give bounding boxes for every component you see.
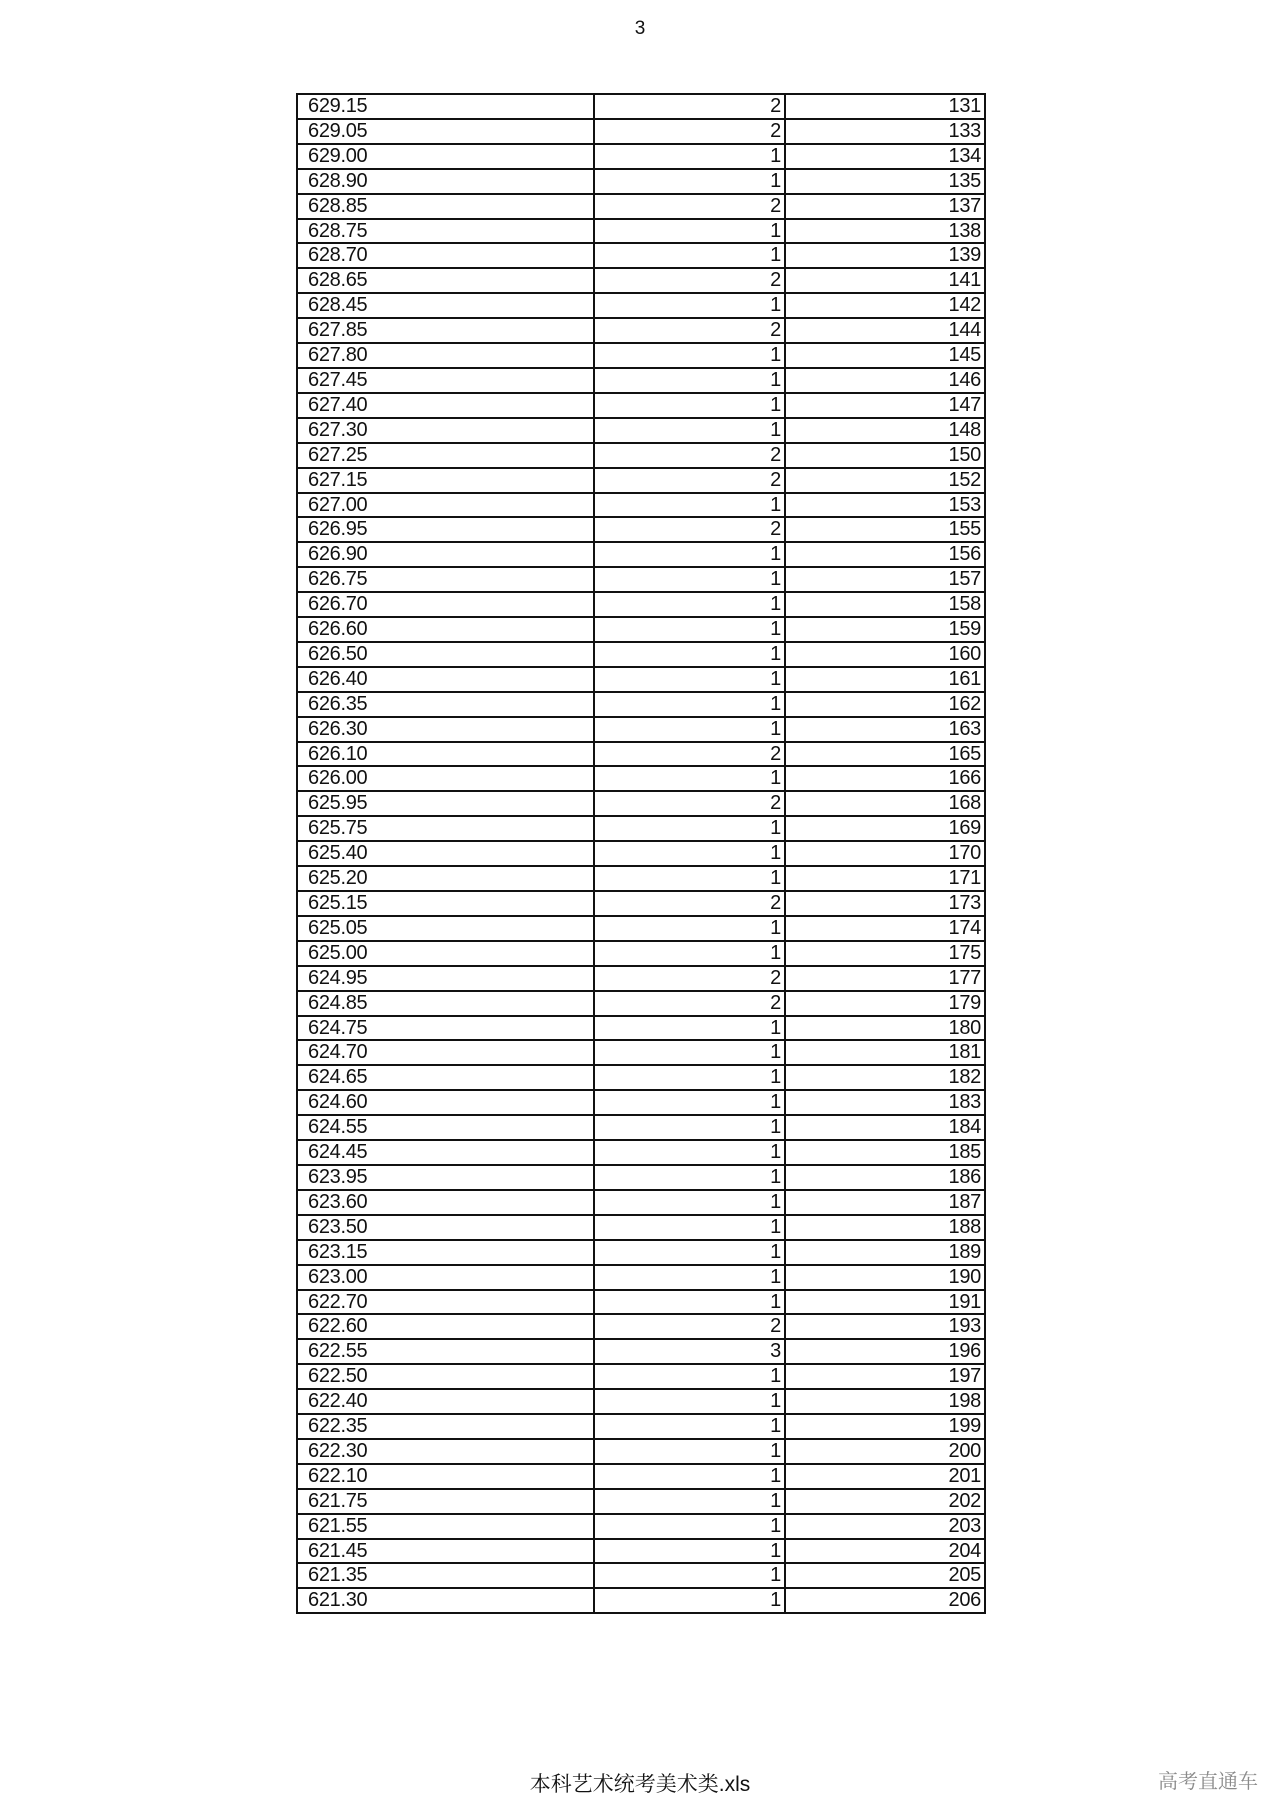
count-cell: 2 (594, 1314, 785, 1339)
cumulative-cell: 146 (785, 368, 985, 393)
count-cell: 1 (594, 617, 785, 642)
table-row (297, 941, 985, 966)
score-cell: 627.30 (297, 418, 594, 443)
table-row (297, 1489, 985, 1514)
score-cell: 626.70 (297, 592, 594, 617)
score-cell: 629.15 (297, 94, 594, 119)
count-cell: 1 (594, 1165, 785, 1190)
count-cell: 1 (594, 1040, 785, 1065)
cumulative-cell: 206 (785, 1588, 985, 1613)
cumulative-cell: 147 (785, 393, 985, 418)
cumulative-cell: 166 (785, 766, 985, 791)
cumulative-cell: 190 (785, 1265, 985, 1290)
count-cell: 1 (594, 1090, 785, 1115)
count-cell: 2 (594, 194, 785, 219)
score-cell: 622.30 (297, 1439, 594, 1464)
cumulative-cell: 174 (785, 916, 985, 941)
cumulative-cell: 133 (785, 119, 985, 144)
cumulative-cell: 198 (785, 1389, 985, 1414)
cumulative-cell: 201 (785, 1464, 985, 1489)
table-row (297, 194, 985, 219)
score-cell: 628.70 (297, 243, 594, 268)
score-cell: 626.30 (297, 717, 594, 742)
table-row (297, 1464, 985, 1489)
cumulative-cell: 150 (785, 443, 985, 468)
score-cell: 627.40 (297, 393, 594, 418)
table-row (297, 493, 985, 518)
table-row (297, 1165, 985, 1190)
cumulative-cell: 158 (785, 592, 985, 617)
cumulative-cell: 175 (785, 941, 985, 966)
table-row (297, 144, 985, 169)
table-row (297, 841, 985, 866)
count-cell: 1 (594, 1240, 785, 1265)
count-cell: 2 (594, 991, 785, 1016)
table-row (297, 692, 985, 717)
table-row (297, 1364, 985, 1389)
cumulative-cell: 163 (785, 717, 985, 742)
count-cell: 2 (594, 119, 785, 144)
table-row (297, 318, 985, 343)
cumulative-cell: 153 (785, 493, 985, 518)
score-cell: 624.60 (297, 1090, 594, 1115)
cumulative-cell: 184 (785, 1115, 985, 1140)
score-cell: 628.85 (297, 194, 594, 219)
count-cell: 2 (594, 443, 785, 468)
table-row (297, 443, 985, 468)
count-cell: 1 (594, 1115, 785, 1140)
table-row (297, 1514, 985, 1539)
score-cell: 622.35 (297, 1414, 594, 1439)
count-cell: 1 (594, 667, 785, 692)
table-row (297, 1290, 985, 1315)
table-row (297, 567, 985, 592)
footer-filename: 本科艺术统考美术类.xls (529, 1773, 751, 1796)
table-row (297, 1339, 985, 1364)
cumulative-cell: 193 (785, 1314, 985, 1339)
count-cell: 1 (594, 368, 785, 393)
table-row (297, 766, 985, 791)
cumulative-cell: 168 (785, 791, 985, 816)
score-cell: 628.65 (297, 268, 594, 293)
count-cell: 1 (594, 766, 785, 791)
table-row (297, 517, 985, 542)
count-cell: 2 (594, 94, 785, 119)
table-row (297, 1265, 985, 1290)
cumulative-cell: 160 (785, 642, 985, 667)
count-cell: 2 (594, 517, 785, 542)
score-cell: 624.85 (297, 991, 594, 1016)
table-row (297, 891, 985, 916)
score-cell: 626.40 (297, 667, 594, 692)
cumulative-cell: 135 (785, 169, 985, 194)
table-row (297, 816, 985, 841)
count-cell: 1 (594, 144, 785, 169)
page-number: 3 (634, 18, 646, 39)
count-cell: 1 (594, 343, 785, 368)
cumulative-cell: 171 (785, 866, 985, 891)
cumulative-cell: 204 (785, 1539, 985, 1564)
score-cell: 627.15 (297, 468, 594, 493)
table-row (297, 542, 985, 567)
cumulative-cell: 157 (785, 567, 985, 592)
cumulative-cell: 196 (785, 1339, 985, 1364)
table-row (297, 1240, 985, 1265)
table-row (297, 219, 985, 244)
count-cell: 1 (594, 293, 785, 318)
table-row (297, 742, 985, 767)
cumulative-cell: 188 (785, 1215, 985, 1240)
count-cell: 1 (594, 1414, 785, 1439)
table-row (297, 468, 985, 493)
score-cell: 625.20 (297, 866, 594, 891)
count-cell: 1 (594, 1563, 785, 1588)
table-row (297, 418, 985, 443)
score-cell: 629.00 (297, 144, 594, 169)
count-cell: 2 (594, 966, 785, 991)
score-cell: 623.15 (297, 1240, 594, 1265)
table-row (297, 119, 985, 144)
score-cell: 628.45 (297, 293, 594, 318)
count-cell: 1 (594, 941, 785, 966)
cumulative-cell: 156 (785, 542, 985, 567)
cumulative-cell: 191 (785, 1290, 985, 1315)
table-row (297, 1439, 985, 1464)
count-cell: 1 (594, 1439, 785, 1464)
cumulative-cell: 165 (785, 742, 985, 767)
cumulative-cell: 161 (785, 667, 985, 692)
table-row (297, 1090, 985, 1115)
cumulative-cell: 159 (785, 617, 985, 642)
cumulative-cell: 205 (785, 1563, 985, 1588)
score-cell: 622.55 (297, 1339, 594, 1364)
count-cell: 1 (594, 692, 785, 717)
score-cell: 626.75 (297, 567, 594, 592)
cumulative-cell: 141 (785, 268, 985, 293)
count-cell: 1 (594, 542, 785, 567)
score-cell: 622.70 (297, 1290, 594, 1315)
score-cell: 626.10 (297, 742, 594, 767)
count-cell: 1 (594, 592, 785, 617)
count-cell: 1 (594, 1016, 785, 1041)
table-row (297, 1115, 985, 1140)
count-cell: 1 (594, 816, 785, 841)
score-cell: 625.75 (297, 816, 594, 841)
table-row (297, 393, 985, 418)
score-cell: 624.45 (297, 1140, 594, 1165)
score-cell: 625.95 (297, 791, 594, 816)
score-cell: 622.40 (297, 1389, 594, 1414)
table-row (297, 592, 985, 617)
count-cell: 1 (594, 567, 785, 592)
table-row (297, 642, 985, 667)
cumulative-cell: 189 (785, 1240, 985, 1265)
cumulative-cell: 137 (785, 194, 985, 219)
count-cell: 1 (594, 1389, 785, 1414)
count-cell: 1 (594, 1215, 785, 1240)
score-cell: 625.00 (297, 941, 594, 966)
score-cell: 627.85 (297, 318, 594, 343)
table-row (297, 343, 985, 368)
cumulative-cell: 173 (785, 891, 985, 916)
table-row (297, 991, 985, 1016)
cumulative-cell: 177 (785, 966, 985, 991)
cumulative-cell: 169 (785, 816, 985, 841)
table-row (297, 1588, 985, 1613)
table-row (297, 916, 985, 941)
count-cell: 1 (594, 1464, 785, 1489)
table-row (297, 717, 985, 742)
table-row (297, 293, 985, 318)
count-cell: 2 (594, 742, 785, 767)
score-cell: 628.75 (297, 219, 594, 244)
count-cell: 1 (594, 219, 785, 244)
count-cell: 2 (594, 791, 785, 816)
table-row (297, 1040, 985, 1065)
cumulative-cell: 139 (785, 243, 985, 268)
cumulative-cell: 134 (785, 144, 985, 169)
cumulative-cell: 183 (785, 1090, 985, 1115)
score-table (296, 93, 986, 1614)
count-cell: 1 (594, 866, 785, 891)
table-row (297, 966, 985, 991)
table-row (297, 1215, 985, 1240)
table-row (297, 617, 985, 642)
table-row (297, 667, 985, 692)
cumulative-cell: 152 (785, 468, 985, 493)
score-cell: 627.45 (297, 368, 594, 393)
score-cell: 624.55 (297, 1115, 594, 1140)
score-cell: 622.50 (297, 1364, 594, 1389)
table-row (297, 1414, 985, 1439)
cumulative-cell: 142 (785, 293, 985, 318)
count-cell: 1 (594, 1265, 785, 1290)
table-row (297, 243, 985, 268)
count-cell: 2 (594, 268, 785, 293)
table-row (297, 1065, 985, 1090)
count-cell: 1 (594, 1190, 785, 1215)
score-cell: 621.75 (297, 1489, 594, 1514)
count-cell: 2 (594, 468, 785, 493)
count-cell: 3 (594, 1339, 785, 1364)
score-cell: 626.95 (297, 517, 594, 542)
count-cell: 1 (594, 1588, 785, 1613)
cumulative-cell: 181 (785, 1040, 985, 1065)
score-cell: 626.00 (297, 766, 594, 791)
table-row (297, 1389, 985, 1414)
score-cell: 625.40 (297, 841, 594, 866)
score-cell: 626.50 (297, 642, 594, 667)
score-cell: 625.15 (297, 891, 594, 916)
score-cell: 625.05 (297, 916, 594, 941)
count-cell: 1 (594, 1290, 785, 1315)
cumulative-cell: 131 (785, 94, 985, 119)
cumulative-cell: 199 (785, 1414, 985, 1439)
score-cell: 627.80 (297, 343, 594, 368)
score-cell: 623.50 (297, 1215, 594, 1240)
count-cell: 1 (594, 169, 785, 194)
score-cell: 623.95 (297, 1165, 594, 1190)
cumulative-cell: 197 (785, 1364, 985, 1389)
table-row (297, 94, 985, 119)
table-row (297, 1314, 985, 1339)
count-cell: 1 (594, 393, 785, 418)
table-body (297, 94, 985, 1613)
score-cell: 622.60 (297, 1314, 594, 1339)
table-row (297, 169, 985, 194)
cumulative-cell: 179 (785, 991, 985, 1016)
cumulative-cell: 155 (785, 517, 985, 542)
score-cell: 623.00 (297, 1265, 594, 1290)
score-cell: 624.75 (297, 1016, 594, 1041)
count-cell: 1 (594, 1539, 785, 1564)
cumulative-cell: 180 (785, 1016, 985, 1041)
table-row (297, 1140, 985, 1165)
watermark: 高考直通车 (1158, 1771, 1258, 1793)
table-row (297, 1563, 985, 1588)
score-cell: 624.65 (297, 1065, 594, 1090)
cumulative-cell: 185 (785, 1140, 985, 1165)
cumulative-cell: 138 (785, 219, 985, 244)
count-cell: 1 (594, 1140, 785, 1165)
score-cell: 621.45 (297, 1539, 594, 1564)
table-row (297, 1016, 985, 1041)
cumulative-cell: 200 (785, 1439, 985, 1464)
count-cell: 1 (594, 642, 785, 667)
score-cell: 626.35 (297, 692, 594, 717)
table-row (297, 268, 985, 293)
cumulative-cell: 144 (785, 318, 985, 343)
count-cell: 1 (594, 1489, 785, 1514)
cumulative-cell: 202 (785, 1489, 985, 1514)
count-cell: 1 (594, 243, 785, 268)
cumulative-cell: 162 (785, 692, 985, 717)
table-row (297, 1539, 985, 1564)
cumulative-cell: 145 (785, 343, 985, 368)
cumulative-cell: 148 (785, 418, 985, 443)
count-cell: 1 (594, 717, 785, 742)
score-cell: 626.60 (297, 617, 594, 642)
score-cell: 627.25 (297, 443, 594, 468)
score-cell: 623.60 (297, 1190, 594, 1215)
score-cell: 627.00 (297, 493, 594, 518)
table-row (297, 1190, 985, 1215)
score-cell: 621.30 (297, 1588, 594, 1613)
count-cell: 1 (594, 493, 785, 518)
score-cell: 624.70 (297, 1040, 594, 1065)
score-cell: 626.90 (297, 542, 594, 567)
count-cell: 1 (594, 841, 785, 866)
score-cell: 622.10 (297, 1464, 594, 1489)
table-row (297, 866, 985, 891)
score-cell: 629.05 (297, 119, 594, 144)
count-cell: 1 (594, 418, 785, 443)
cumulative-cell: 182 (785, 1065, 985, 1090)
cumulative-cell: 170 (785, 841, 985, 866)
count-cell: 1 (594, 1364, 785, 1389)
cumulative-cell: 186 (785, 1165, 985, 1190)
cumulative-cell: 187 (785, 1190, 985, 1215)
score-cell: 624.95 (297, 966, 594, 991)
table-row (297, 791, 985, 816)
table-row (297, 368, 985, 393)
score-cell: 621.35 (297, 1563, 594, 1588)
count-cell: 2 (594, 318, 785, 343)
cumulative-cell: 203 (785, 1514, 985, 1539)
score-cell: 628.90 (297, 169, 594, 194)
count-cell: 1 (594, 1514, 785, 1539)
count-cell: 1 (594, 1065, 785, 1090)
score-cell: 621.55 (297, 1514, 594, 1539)
count-cell: 2 (594, 891, 785, 916)
count-cell: 1 (594, 916, 785, 941)
